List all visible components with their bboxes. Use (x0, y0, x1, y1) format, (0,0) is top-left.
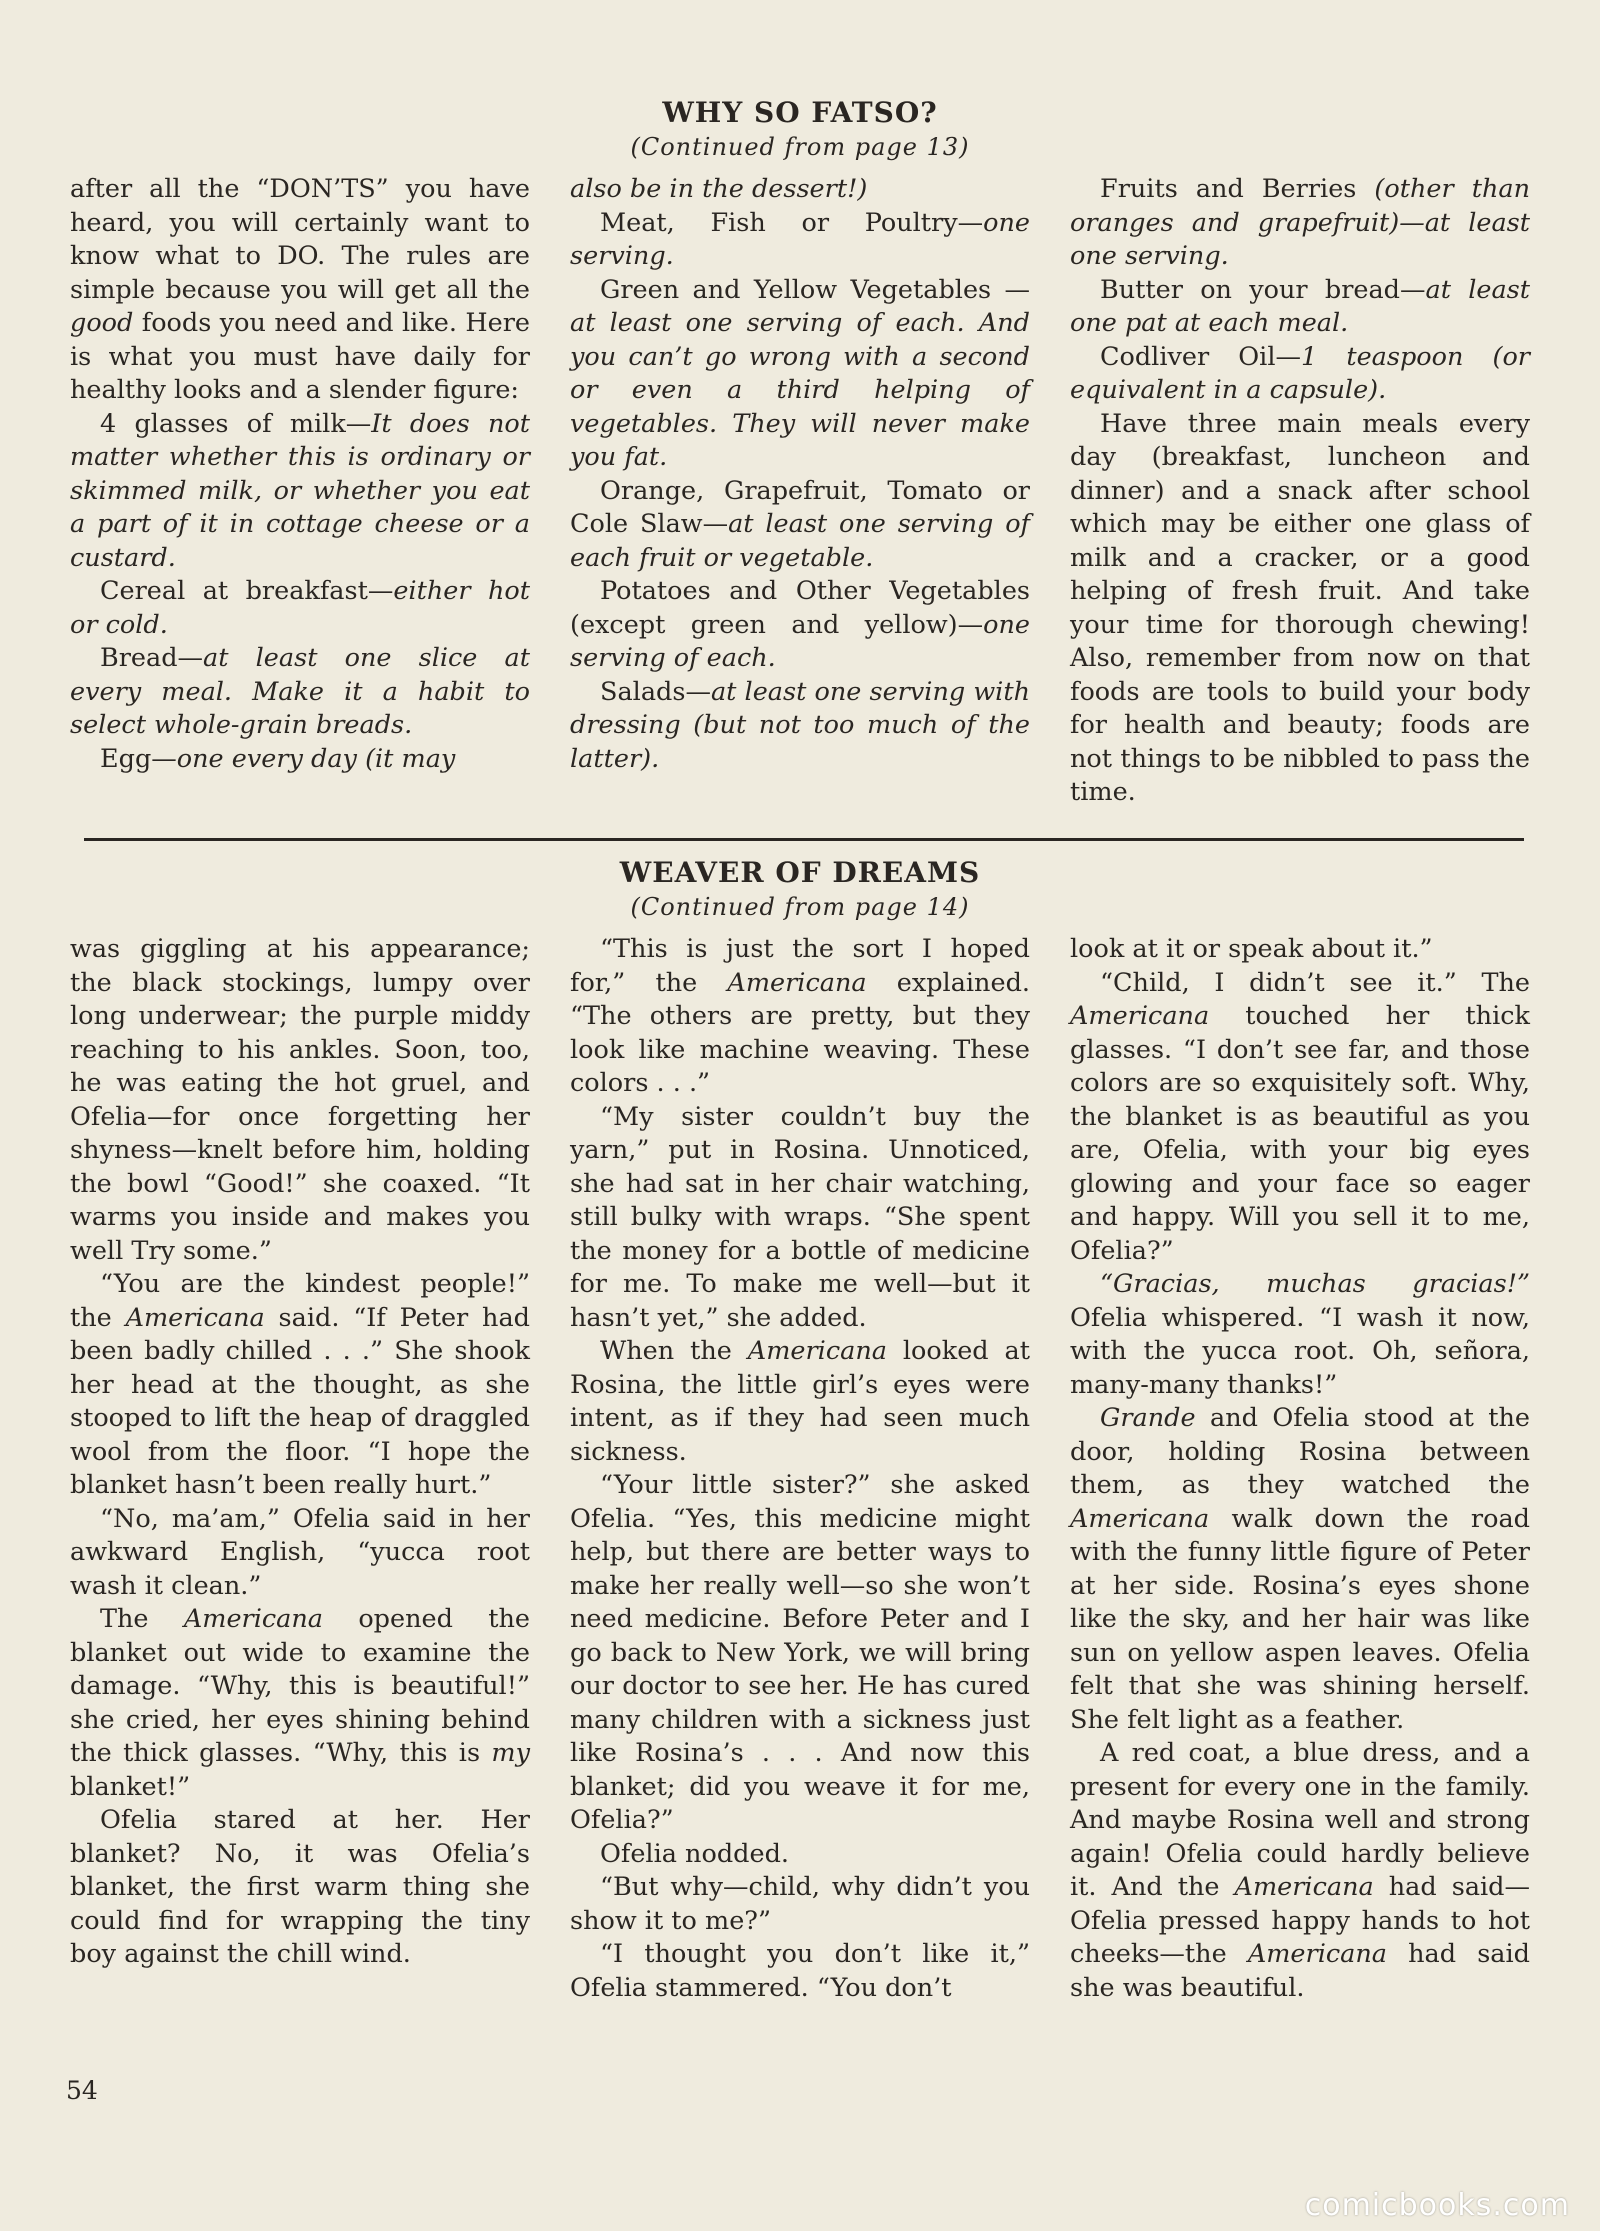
paragraph (570, 1871, 1030, 1938)
paragraph (70, 642, 530, 743)
body-text: The (100, 1604, 184, 1634)
text-columns (70, 173, 1530, 810)
paragraph (570, 1335, 1030, 1469)
paragraph (570, 475, 1030, 576)
body-text: “Your little sister?” she asked Ofelia. “Yes, this medicine might help, but there are better ways to make her really well—so she won’t need medicine. Before Peter and I go back to New York, we will bring our doctor to see her. He has cured many children with a sickness just like Rosina’s . . . And now this blanket; did you weave it for me, Ofelia?” (570, 1470, 1030, 1835)
italic-text: at least one serving with dressing (but not too much of the latter). (570, 676, 1030, 774)
paragraph (70, 173, 530, 408)
italic-text: Americana (747, 1336, 887, 1366)
paragraph (1070, 967, 1530, 1269)
text-column (570, 173, 1030, 810)
body-text: was giggling at his appearance; the black stockings, lumpy over long underwear; the purple middy reaching to his ankles. Soon, too, he was eating the hot gruel, and Ofelia—for once forgetting her shyness—knelt before him, holding the bowl “Good!” she coaxed. “It warms you inside and makes you well Try some.” (70, 934, 530, 1266)
body-text: “My sister couldn’t buy the yarn,” put in Rosina. Unnoticed, she had sat in her chair watching, still bulky with wraps. “She spent the money for a bottle of medicine for me. To make me well—but it hasn’t yet,” she added. (570, 1101, 1030, 1333)
body-text: Cereal at breakfast— (100, 576, 394, 606)
text-column (70, 933, 530, 2005)
italic-text: Americana (1070, 1001, 1210, 1031)
text-column (570, 933, 1030, 2005)
body-text: foods you need and like. Here is what you must have daily for healthy looks and a slender figure: (70, 308, 530, 405)
body-text: “But why—child, why didn’t you show it to me?” (570, 1872, 1030, 1936)
body-text: 4 glasses of milk— (100, 408, 372, 439)
article-continuation-note: (Continued from page 13) (630, 133, 970, 161)
paragraph (570, 1938, 1030, 2005)
body-text: blanket!” (70, 1771, 191, 1802)
body-text: said. “If Peter had been badly chilled . . .” She shook her head at the thought, as she stooped to lift the heap of draggled wool from the floor. “I hope the blanket hasn’t been really hurt.” (70, 1302, 530, 1500)
body-text: When the (600, 1336, 748, 1366)
italic-text: at least one pat at each meal. (1070, 274, 1530, 338)
text-column (1070, 173, 1530, 810)
body-text: Have three main meals every day (breakfast, luncheon and dinner) and a snack after school which may be either one glass of milk and a cracker, or a good helping of fresh fruit. And take your time for thorough chewing! Also, remember from now on that foods are tools to build your body for health and beauty; foods are not things to be nibbled to pass the time. (1070, 408, 1530, 807)
paragraph (70, 1804, 530, 1972)
paragraph (70, 1503, 530, 1604)
paragraph (1070, 933, 1530, 967)
body-text: Ofelia whispered. “I wash it now, with the yucca root. Oh, señora, many-many thanks!” (1070, 1302, 1530, 1400)
body-text: walk down the road with the funny little figure of Peter at her side. Rosina’s eyes shone like the sky, and her hair was like sun on yellow aspen leaves. Ofelia felt that she was shining herself. She felt light as a feather. (1070, 1503, 1530, 1735)
paragraph (570, 1101, 1030, 1336)
italic-text: Americana (727, 967, 867, 998)
italic-text: 1 teaspoon (or equivalent in a capsule). (1070, 341, 1530, 405)
body-text: “You are the kindest people!” the (70, 1269, 530, 1333)
body-text: and Ofelia stood at the door, holding Rosina between them, as they watched the (1070, 1403, 1530, 1500)
body-text: Meat, Fish or Poultry— (600, 207, 984, 238)
body-text: Egg— (100, 743, 177, 774)
italic-text: at least one slice at every meal. Make it a habit to select whole-grain breads. (70, 643, 530, 740)
italic-text: “Gracias, muchas gracias!” (1100, 1269, 1530, 1299)
body-text: Fruits and Berries (1100, 174, 1375, 204)
paragraph (70, 1603, 530, 1804)
body-text: Green and Yellow Vegetables — (600, 274, 1030, 305)
section-divider (84, 838, 1524, 841)
paragraph (1070, 173, 1530, 274)
body-text: touched her thick glasses. “I don’t see far, and those colors are so exquisitely soft. Why, the blanket is as beautiful as you are, Ofelia, with your big eyes glowing and your face so eager and happy. Will you sell it to me, Ofelia?” (1070, 1001, 1530, 1266)
paragraph (570, 207, 1030, 274)
paragraph (570, 1469, 1030, 1838)
italic-text: Americana (1234, 1872, 1374, 1902)
paragraph (570, 933, 1030, 1101)
paragraph (70, 743, 530, 777)
body-text: looked at Rosina, the little girl’s eyes were intent, as if they had seen much sickness. (570, 1336, 1031, 1467)
body-text: Ofelia nodded. (600, 1838, 789, 1869)
body-text: “I thought you don’t like it,” Ofelia stammered. “You don’t (570, 1939, 1030, 2003)
italic-text: at least one serving of each fruit or vegetable. (570, 509, 1030, 573)
italic-text: It does not matter whether this is ordinary or skimmed milk, or whether you eat a part of it in cottage cheese or a custard. (70, 408, 530, 573)
italic-text: Grande (1100, 1403, 1196, 1433)
text-columns (70, 933, 1530, 2005)
body-text: after all the “DON’TS” you have heard, you will certainly want to know what to DO. The rules are simple because you will get all the (70, 174, 530, 305)
body-text: Salads— (600, 676, 711, 707)
italic-text: good (70, 308, 134, 338)
paragraph (1070, 1737, 1530, 2005)
paragraph (570, 575, 1030, 676)
body-text: opened the blanket out wide to examine the damage. “Why, this is beautiful!” she cried, her eyes shining behind the thick glasses. “Why, this is (70, 1604, 530, 1768)
page-number: 54 (66, 2076, 98, 2105)
article-title: WHY SO FATSO? (662, 96, 938, 129)
italic-text: at least one serving of each. And you can’t go wrong with a second or even a third helping of vegetables. They will never make you fat. (570, 308, 1030, 472)
paragraph (570, 173, 1030, 207)
paragraph (70, 933, 530, 1268)
paragraph (70, 575, 530, 642)
text-column (1070, 933, 1530, 2005)
body-text: Butter on your bread— (1100, 274, 1426, 305)
body-text: Potatoes and Other Vegetables (except green and yellow)— (570, 576, 1030, 640)
body-text: Codliver Oil— (1100, 341, 1301, 372)
body-text: explained. “The others are pretty, but they look like machine weaving. These colors . . .” (570, 967, 1030, 1098)
body-text: “Child, I didn’t see it.” The (1100, 967, 1530, 998)
article-why-so-fatso (70, 96, 1530, 810)
body-text: “This is just the sort I hoped for,” the (570, 934, 1030, 998)
paragraph (1070, 274, 1530, 341)
italic-text: one every day (it may (176, 743, 456, 774)
italic-text: (other than oranges and grapefruit)—at least one serving. (1070, 174, 1530, 271)
paragraph (70, 408, 530, 576)
site-watermark: comicbooks.com (1304, 2188, 1570, 2223)
paragraph (570, 274, 1030, 475)
paragraph (70, 1268, 530, 1503)
article-title: WEAVER OF DREAMS (619, 856, 981, 889)
article-continuation-note: (Continued from page 14) (630, 893, 970, 921)
italic-text: one serving. (570, 207, 1030, 271)
paragraph (1070, 1402, 1530, 1737)
paragraph (570, 676, 1030, 777)
body-text: Ofelia stared at her. Her blanket? No, it was Ofelia’s blanket, the first warm thing she could find for wrapping the tiny boy against the chill wind. (70, 1805, 530, 1969)
italic-text: one serving of each. (570, 609, 1030, 673)
body-text: A red coat, a blue dress, and a present for every one in the family. And maybe Rosina well and strong again! Ofelia could hardly believe it. And the (1070, 1738, 1530, 1902)
paragraph (1070, 1268, 1530, 1402)
paragraph (1070, 408, 1530, 810)
article-weaver-of-dreams (70, 856, 1530, 2005)
body-text: had said—Ofelia pressed happy hands to hot cheeks—the (1070, 1872, 1530, 1969)
italic-text: Americana (125, 1302, 265, 1333)
paragraph (570, 1838, 1030, 1872)
body-text: look at it or speak about it.” (1070, 934, 1433, 964)
paragraph (1070, 341, 1530, 408)
italic-text: Americana (1247, 1939, 1387, 1969)
body-text: “No, ma’am,” Ofelia said in her awkward English, “yucca root wash it clean.” (70, 1503, 530, 1601)
body-text: Orange, Grapefruit, Tomato or Cole Slaw— (570, 475, 1030, 539)
italic-text: my (491, 1738, 530, 1768)
text-column (70, 173, 530, 810)
italic-text: Americana (183, 1604, 323, 1634)
body-text: had said she was beautiful. (1070, 1939, 1530, 2003)
italic-text: either hot or cold. (70, 576, 530, 640)
body-text: Bread— (100, 643, 204, 673)
italic-text: also be in the dessert!) (570, 174, 868, 204)
italic-text: Americana (1070, 1503, 1210, 1534)
